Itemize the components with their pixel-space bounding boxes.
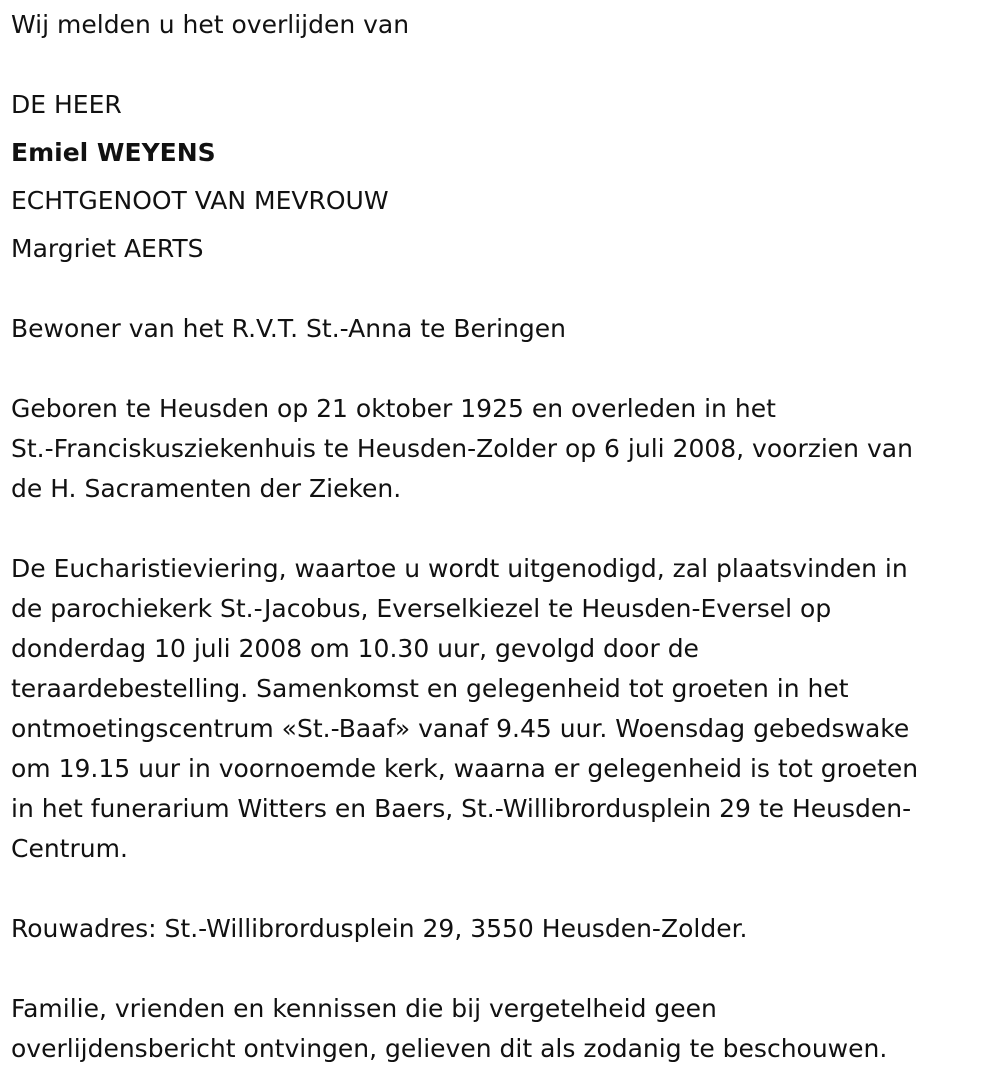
paragraph-line: Familie, vrienden en kennissen die bij vergetelheid geen (11, 994, 717, 1023)
residence-text: Bewoner van het R.V.T. St.-Anna te Beringen (11, 314, 567, 343)
intro-text: Wij melden u het overlijden van (11, 10, 410, 39)
paragraph-line: overlijdensbericht ontvingen, gelieven dit als zodanig te beschouwen. (11, 1034, 888, 1063)
salutation: DE HEER (11, 90, 122, 119)
paragraph-line: om 19.15 uur in voornoemde kerk, waarna er gelegenheid is tot groeten (11, 754, 919, 783)
paragraph-line: ontmoetingscentrum «St.-Baaf» vanaf 9.45 uur. Woensdag gebedswake (11, 714, 910, 743)
spouse-name: Margriet AERTS (11, 234, 204, 263)
paragraph-line: donderdag 10 juli 2008 om 10.30 uur, gevolgd door de (11, 634, 699, 663)
paragraph-line: Geboren te Heusden op 21 oktober 1925 en overleden in het (11, 394, 776, 423)
deceased-name: Emiel WEYENS (11, 138, 216, 167)
paragraph-line: Centrum. (11, 834, 128, 863)
mourning-address: Rouwadres: St.-Willibrordusplein 29, 3550 Heusden-Zolder. (11, 914, 748, 943)
spouse-label: ECHTGENOOT VAN MEVROUW (11, 186, 389, 215)
paragraph-line: St.-Franciskusziekenhuis te Heusden-Zolder op 6 juli 2008, voorzien van (11, 434, 913, 463)
paragraph-line: teraardebestelling. Samenkomst en gelegenheid tot groeten in het (11, 674, 849, 703)
paragraph-line: de H. Sacramenten der Zieken. (11, 474, 402, 503)
paragraph-line: in het funerarium Witters en Baers, St.-Willibrordusplein 29 te Heusden- (11, 794, 912, 823)
paragraph-line: De Eucharistieviering, waartoe u wordt uitgenodigd, zal plaatsvinden in (11, 554, 908, 583)
paragraph-line: de parochiekerk St.-Jacobus, Everselkiezel te Heusden-Eversel op (11, 594, 832, 623)
